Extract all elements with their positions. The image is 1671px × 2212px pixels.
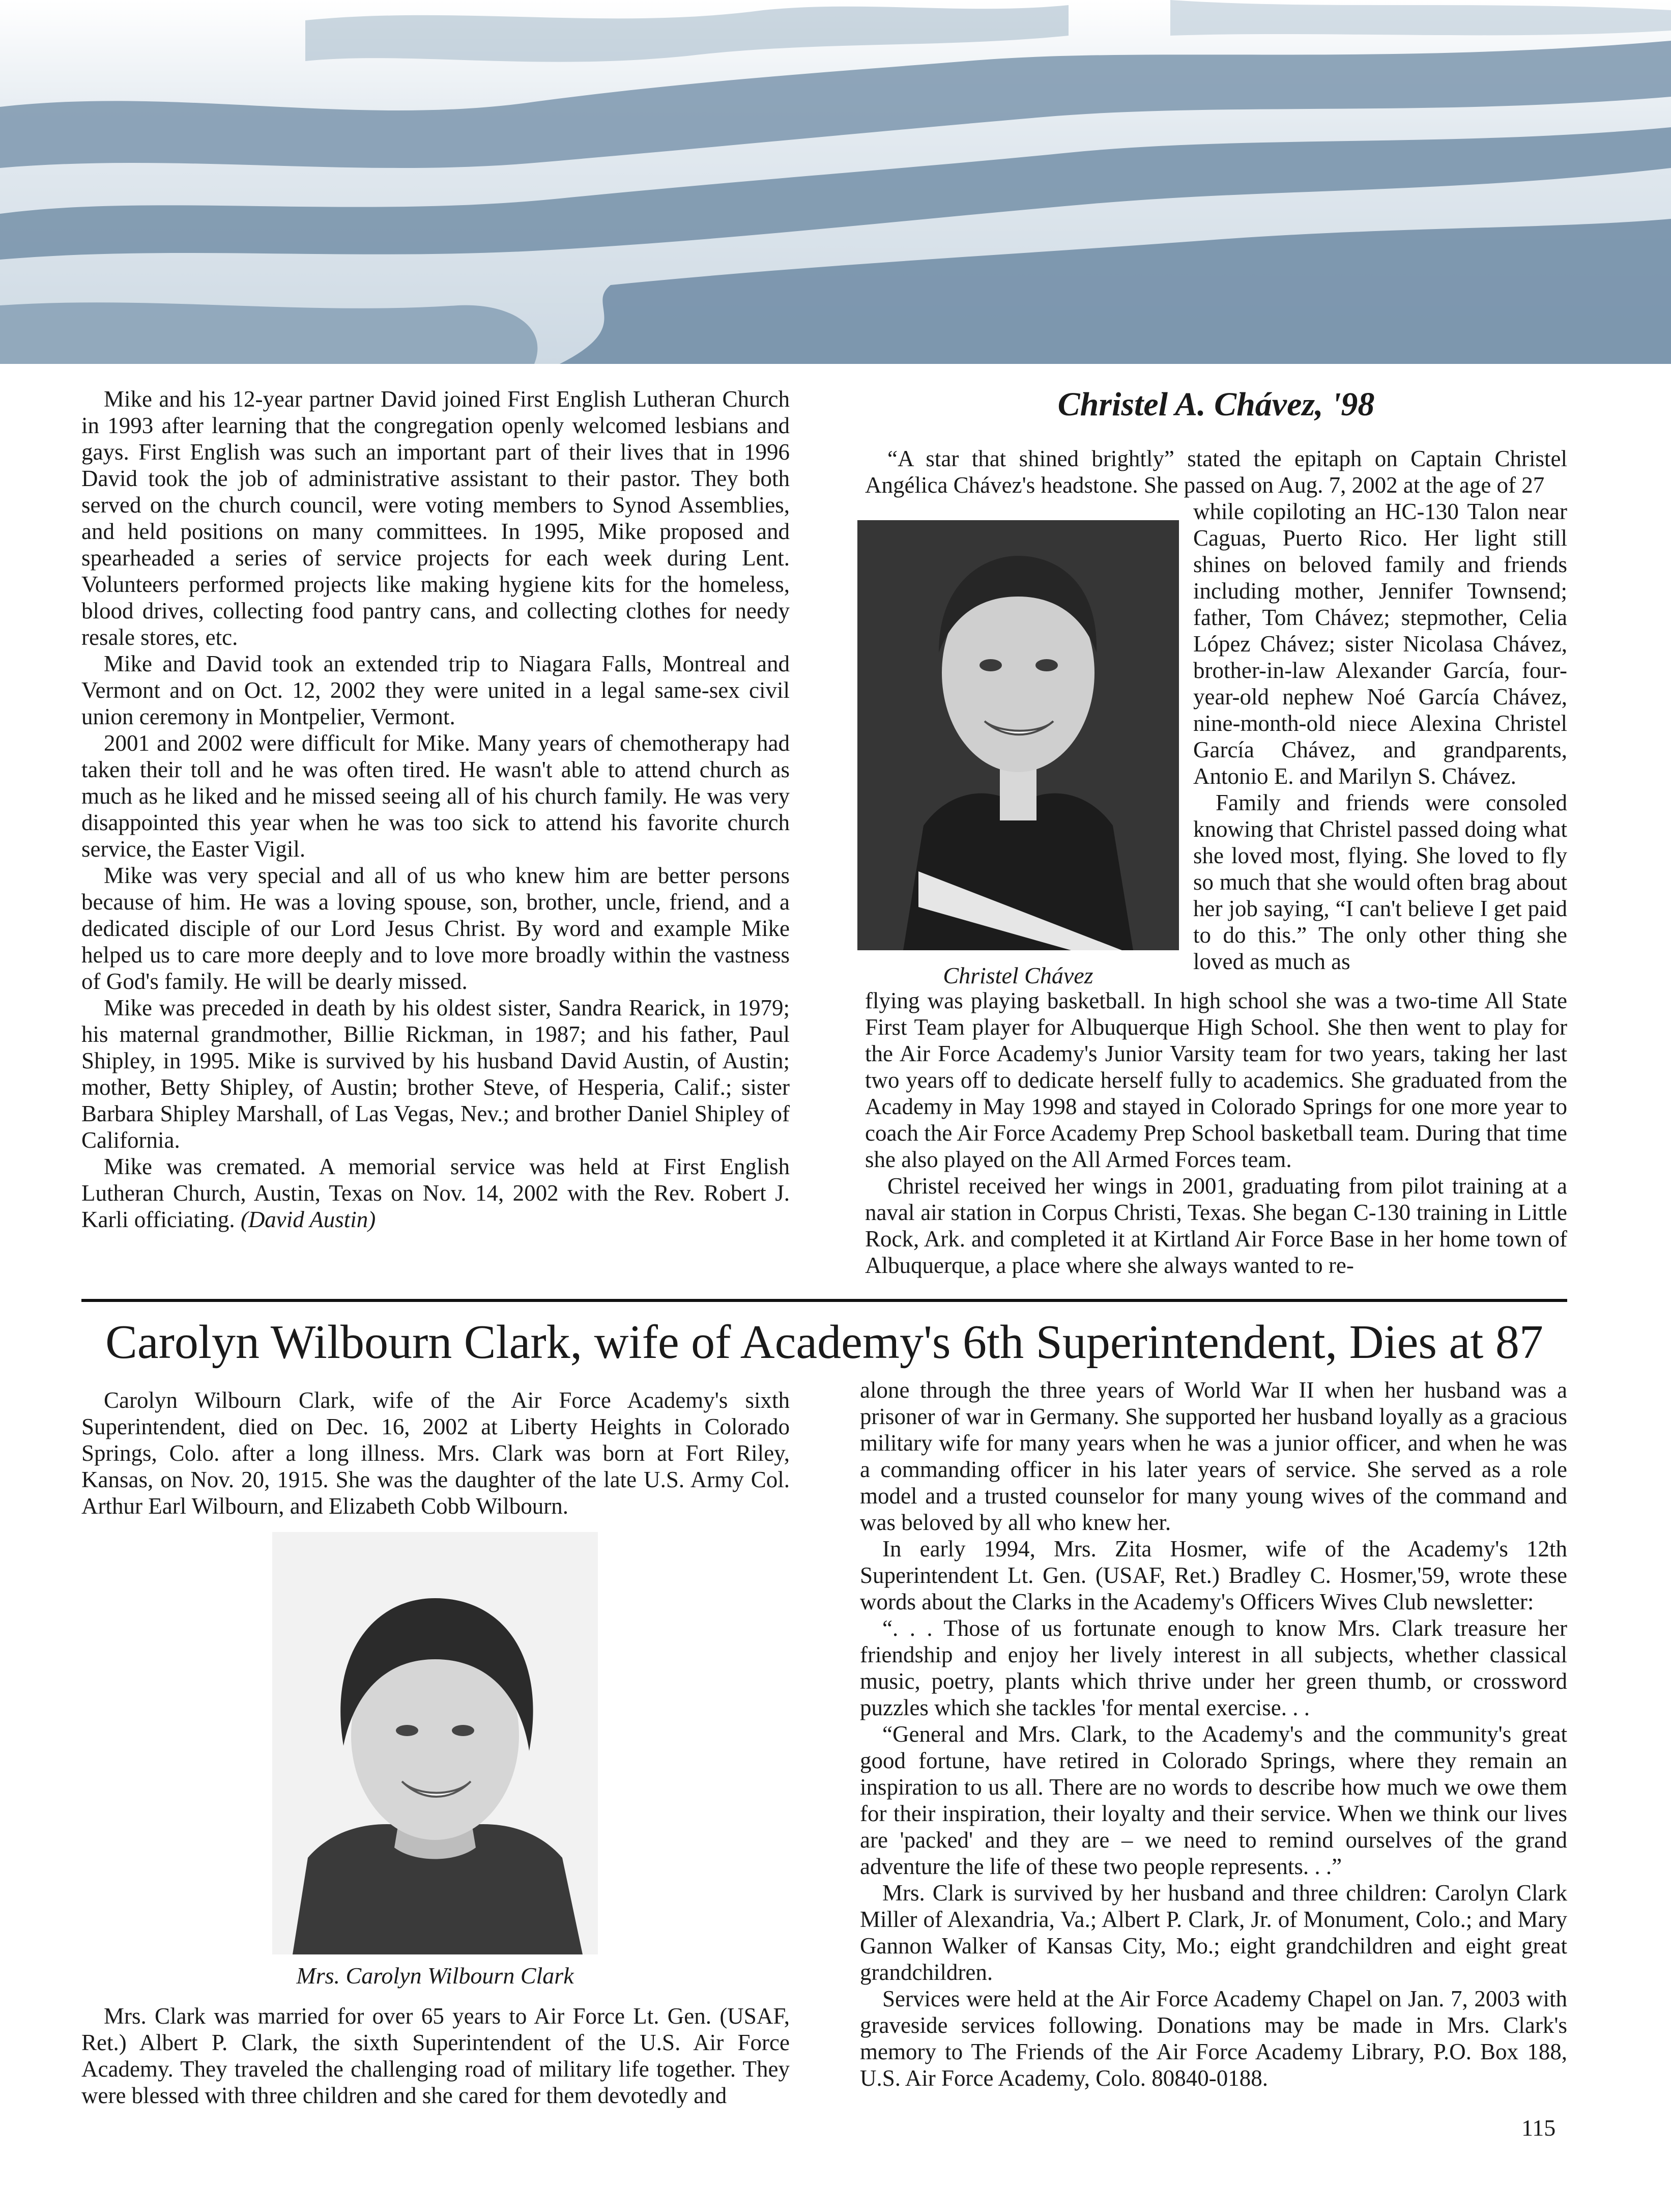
clark-photo bbox=[272, 1532, 598, 1954]
section-divider bbox=[81, 1299, 1567, 1302]
mike-byline: (David Austin) bbox=[240, 1207, 376, 1232]
christel-basketball-paragraph: flying was playing basketball. In high school she was a two-time All State First Team player for Albuquerque High School. She then went to play for the Air Force Academy's Junior Varsity team for two years, taking her last two years off to dedicate herself fully to academics. She graduated from the Academy in May 1998 and stayed in Colorado Springs for one more year to coach the Air Force Academy Prep School basketball team. During that time she also played on the All Armed Forces team. bbox=[865, 988, 1567, 1172]
clark-paragraph: “General and Mrs. Clark, to the Academy's and the community's great good fortune, have retired in Colorado Springs, where they remain an inspiration to us all. There are no words to describe how much we owe them for their inspiration, their loyalty and their service. When we think our lives are 'packed' and they are – we need to remind ourselves of the grand adventure the life of these two people represents. . .” bbox=[860, 1721, 1567, 1879]
clark-paragraph: alone through the three years of World War II when her husband was a prisoner of war in Germany. She supported her husband loyally as a gracious military wife for many years when he was a junior officer, and when he was a commanding officer in his later years of service. She served as a role model and a trusted counselor for many young wives of the command and was beloved by all who knew her. bbox=[860, 1377, 1567, 1535]
clark-paragraph: In early 1994, Mrs. Zita Hosmer, wife of the Academy's 12th Superintendent Lt. Gen. (USAF, Ret.) Bradley C. Hosmer,'59, wrote these words about the Clarks in the Academy's Officers Wives Club newsletter: bbox=[860, 1536, 1567, 1614]
mike-paragraph: Mike and his 12-year partner David joined First English Lutheran Church in 1993 after learning that the congregation openly welcomed lesbians and gays. First English was such an important part of their lives that in 1996 David took the job of administrative assistant to their pastor. They both served on the church council, were voting members to Synod Assemblies, and held positions on many committees. In 1995, Mike proposed and spearheaded a series of service projects for each week during Lent. Volunteers performed projects like making hygiene kits for the homeless, blood drives, collecting food pantry cans, and collecting clothes for needy resale stores, etc. bbox=[81, 386, 790, 650]
clark-left-bottom bbox=[81, 2003, 790, 2109]
clark-intro-paragraph: Carolyn Wilbourn Clark, wife of the Air Force Academy's sixth Superintendent, died on Dec. 16, 2002 at Liberty Heights in Colorado Springs, Colo. after a long illness. Mrs. Clark was born at Fort Riley, Kansas, on Nov. 20, 1915. She was the daughter of the late U.S. Army Col. Arthur Earl Wilbourn, and Elizabeth Cobb Wilbourn. bbox=[81, 1387, 790, 1519]
christel-lower-column bbox=[865, 987, 1567, 1279]
mike-paragraph: Mike was preceded in death by his oldest sister, Sandra Rearick, in 1979; his maternal grandmother, Billie Rickman, in 1987; and his father, Paul Shipley, in 1995. Mike is survived by his husband David Austin, of Austin; mother, Betty Shipley, of Austin; brother Steve, of Hesperia, Calif.; sister Barbara Shipley Marshall, of Las Vegas, Nev.; and brother Daniel Shipley of California. bbox=[81, 995, 790, 1153]
christel-photo-caption: Christel Chávez bbox=[943, 962, 1093, 988]
mike-closing-text: Mike was cremated. A memorial service was held at First English Lutheran Church, Austin, Texas on Nov. 14, 2002 with the Rev. Robert J. Karli officiating. bbox=[81, 1154, 790, 1232]
portrait-photo-icon bbox=[272, 1532, 598, 1954]
christel-paragraph-flying: Family and friends were consoled knowing that Christel passed doing what she loved most, flying. She loved to fly so much that she would often brag about her job saying, “I can't believe I get paid to do this.” The only other thing she loved as much as bbox=[1193, 790, 1567, 974]
clark-photo-caption: Mrs. Carolyn Wilbourn Clark bbox=[296, 1963, 574, 1989]
clark-left-top bbox=[81, 1387, 790, 1519]
clark-paragraph: Mrs. Clark is survived by her husband and three children: Carolyn Clark Miller of Alexandria, Va.; Albert P. Clark, Jr. of Monument, Colo.; and Mary Gannon Walker of Kansas City, Mo.; eight grandchildren and eight great grandchildren. bbox=[860, 1880, 1567, 1985]
christel-wings-paragraph: Christel received her wings in 2001, graduating from pilot training at a naval air station in Corpus Christi, Texas. She began C-130 training in Little Rock, Ark. and completed it at Kirtland Air Force Base in her home town of Albuquerque, a place where she always wanted to re- bbox=[865, 1173, 1567, 1278]
mike-paragraph: Mike and David took an extended trip to Niagara Falls, Montreal and Vermont and on Oct. 12, 2002 they were united in a legal same-sex civil union ceremony in Montpelier, Vermont. bbox=[81, 651, 790, 729]
christel-photo bbox=[857, 520, 1179, 950]
christel-intro bbox=[865, 445, 1567, 498]
christel-intro-continued: while copiloting an HC-130 Talon near Caguas, Puerto Rico. Her light still shines on beloved family and friends including mother, Jennifer Townsend; father, Tom Chávez; stepmother, Celia López Chávez; sister Nicolasa Chávez, brother-in-law Alexander García, four-year-old nephew Noé García Chávez, nine-month-old niece Alexina Christel García Chávez, and grandparents, Antonio E. and Marilyn S. Chávez. bbox=[1193, 499, 1567, 789]
mike-paragraph: Mike was very special and all of us who knew him are better persons because of him. He was a loving spouse, son, brother, uncle, friend, and a dedicated disciple of our Lord Jesus Christ. By word and example Mike helped us to care more deeply and to love more broadly within the vastness of God's family. He will be dearly missed. bbox=[81, 863, 790, 994]
clark-marriage-paragraph: Mrs. Clark was married for over 65 years to Air Force Lt. Gen. (USAF, Ret.) Albert P. Clark, the sixth Superintendent of the U.S. Air Force Academy. They traveled the challenging road of military life together. They were blessed with three children and she cared for them devotedly and bbox=[81, 2003, 790, 2108]
portrait-photo-icon bbox=[857, 520, 1179, 950]
christel-wrap-column bbox=[1193, 498, 1567, 975]
christel-intro-paragraph: “A star that shined brightly” stated the epitaph on Captain Christel Angélica Chávez's headstone. She passed on Aug. 7, 2002 at the age of 27 bbox=[865, 446, 1567, 498]
clark-paragraph: “. . . Those of us fortunate enough to know Mrs. Clark treasure her friendship and enjoy her lively interest in all subjects, whether classical music, poetry, plants which thrive under her green thumb, or crossword puzzles which she tackles 'for mental exercise. . . bbox=[860, 1615, 1567, 1720]
mike-paragraph bbox=[81, 1153, 790, 1233]
page-number: 115 bbox=[1521, 2115, 1556, 2141]
mike-paragraph: 2001 and 2002 were difficult for Mike. Many years of chemotherapy had taken their toll and he was often tired. He wasn't able to attend church as much as he liked and he missed seeing all of his church family. He was very disappointed this year when he was too sick to attend his favorite church service, the Easter Vigil. bbox=[81, 730, 790, 862]
zebra-stripe-watercolor-icon bbox=[0, 0, 1671, 364]
clark-paragraph: Services were held at the Air Force Academy Chapel on Jan. 7, 2003 with graveside services following. Donations may be made in Mrs. Clark's memory to The Friends of the Air Force Academy Library, P.O. Box 188, U.S. Air Force Academy, Colo. 80840-0188. bbox=[860, 1986, 1567, 2091]
clark-headline: Carolyn Wilbourn Clark, wife of Academy's 6th Superintendent, Dies at 87 bbox=[105, 1316, 1543, 1369]
clark-right-column bbox=[860, 1377, 1567, 2091]
mike-obituary bbox=[81, 386, 790, 1233]
banner-artwork bbox=[0, 0, 1671, 364]
christel-heading: Christel A. Chávez, '98 bbox=[1057, 386, 1375, 423]
